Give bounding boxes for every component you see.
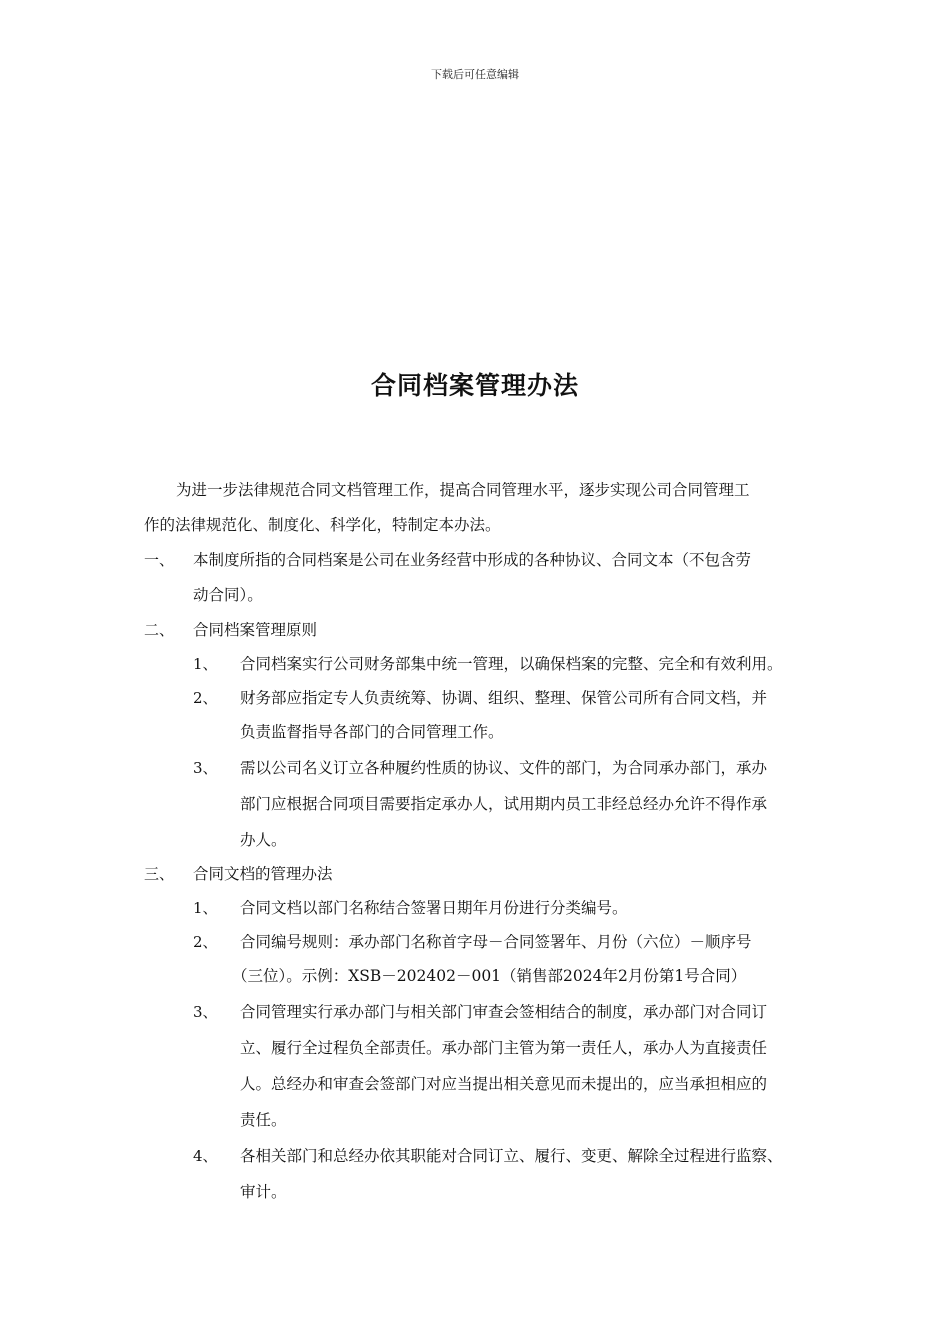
s3-item-4-line-2: 审计。: [240, 1183, 287, 1201]
section-1-marker: 一、: [144, 551, 175, 569]
s2-item-3-num: 3、: [193, 759, 218, 777]
s3-item-3-line-4: 责任。: [240, 1111, 287, 1129]
section-3-heading: 合同文档的管理办法: [193, 865, 333, 883]
s3-item-2-line-1: 合同编号规则：承办部门名称首字母－合同签署年、月份（六位）－顺序号: [240, 933, 752, 951]
s3-item-3-line-2: 立、履行全过程负全部责任。承办部门主管为第一责任人，承办人为直接责任: [240, 1039, 768, 1057]
s2-item-1-num: 1、: [193, 655, 218, 673]
section-3-marker: 三、: [144, 865, 175, 883]
s3-item-2-line-2: （三位）。示例：XSB－202402－001（销售部2024年2月份第1号合同）: [232, 967, 747, 985]
header-note: 下载后可任意编辑: [431, 68, 519, 81]
s3-item-3-num: 3、: [193, 1003, 218, 1021]
document-title: 合同档案管理办法: [370, 371, 579, 400]
s2-item-2-num: 2、: [193, 689, 218, 707]
s3-item-3-line-3: 人。总经办和审查会签部门对应当提出相关意见而未提出的，应当承担相应的: [240, 1075, 768, 1093]
intro-line-1: 为进一步法律规范合同文档管理工作，提高合同管理水平，逐步实现公司合同管理工: [176, 481, 750, 499]
s3-item-1-num: 1、: [193, 899, 218, 917]
section-2-marker: 二、: [144, 621, 175, 639]
s3-item-2-num: 2、: [193, 933, 218, 951]
s2-item-3-line-1: 需以公司名义订立各种履约性质的协议、文件的部门，为合同承办部门，承办: [240, 759, 768, 777]
s2-item-3-line-2: 部门应根据合同项目需要指定承办人，试用期内员工非经总经办允许不得作承: [240, 795, 768, 813]
section-1-line-2: 动合同）。: [193, 586, 263, 604]
intro-line-2: 作的法律规范化、制度化、科学化，特制定本办法。: [144, 516, 501, 534]
section-1-line-1: 本制度所指的合同档案是公司在业务经营中形成的各种协议、合同文本（不包含劳: [193, 551, 752, 569]
s3-item-4-num: 4、: [193, 1147, 218, 1165]
s2-item-2-line-2: 负责监督指导各部门的合同管理工作。: [240, 723, 504, 741]
s2-item-3-line-3: 办人。: [240, 831, 287, 849]
s2-item-2-line-1: 财务部应指定专人负责统筹、协调、组织、整理、保管公司所有合同文档，并: [240, 689, 768, 707]
s3-item-4-line-1: 各相关部门和总经办依其职能对合同订立、履行、变更、解除全过程进行监察、: [240, 1147, 783, 1165]
s2-item-1-line-1: 合同档案实行公司财务部集中统一管理，以确保档案的完整、完全和有效利用。: [240, 655, 783, 673]
s3-item-3-line-1: 合同管理实行承办部门与相关部门审查会签相结合的制度，承办部门对合同订: [240, 1003, 768, 1021]
section-2-heading: 合同档案管理原则: [193, 621, 318, 639]
s3-item-1-line-1: 合同文档以部门名称结合签署日期年月份进行分类编号。: [240, 899, 628, 917]
